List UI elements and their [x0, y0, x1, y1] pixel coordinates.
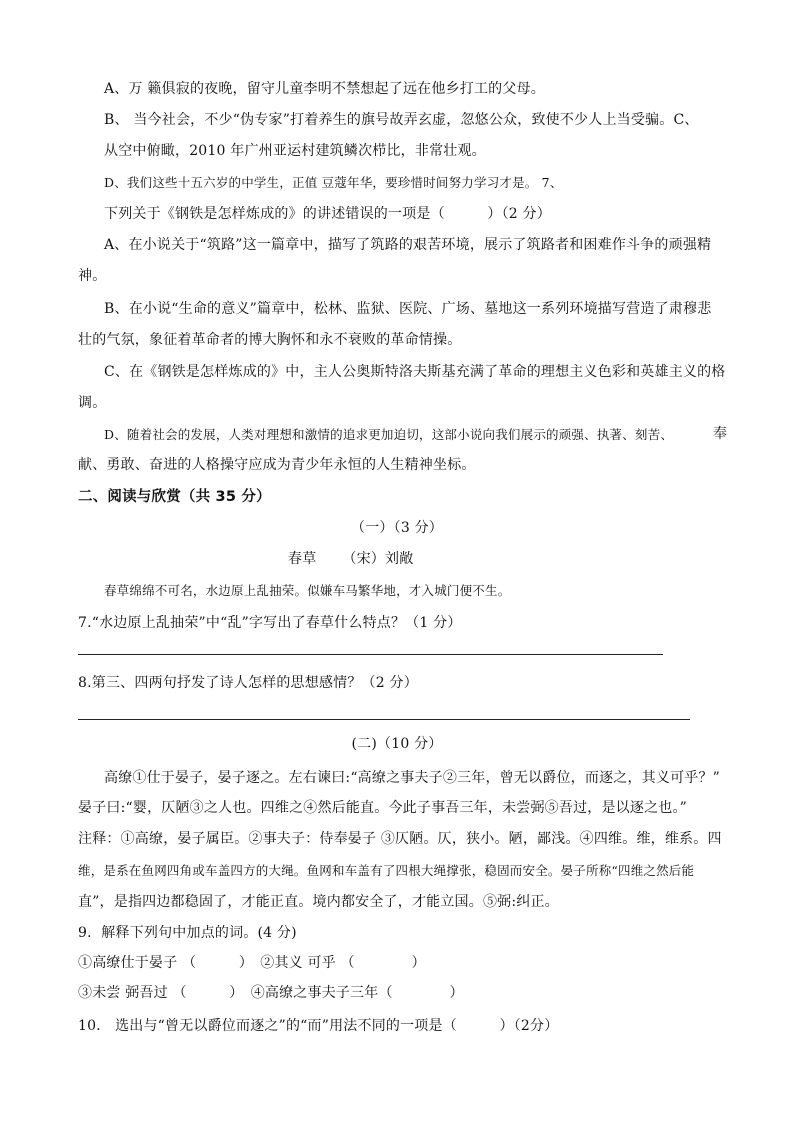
- q10-question: 10． 选出与“曾无以爵位而逐之”的“而”用法不同的一项是（ ）（2分）: [78, 1018, 559, 1034]
- classical-text-line1: 高缭①仕于晏子，晏子逐之。左右谏曰:“高缭之事夫子②三年，曾无以爵位，而逐之，其义可乎？”: [104, 770, 721, 786]
- q8-question: 8.第三、四两句抒发了诗人怎样的思想感情？（2 分）: [78, 675, 418, 691]
- q9-item-1-2: ①高缭仕于晏子 （ ） ②其义 可乎 （ ）: [78, 955, 426, 971]
- answer-line-1[interactable]: [78, 654, 663, 655]
- q7b-question: 7.“水边原上乱抽荣”中“乱”字写出了春草什么特点？（1 分）: [78, 615, 462, 631]
- notes-line2: 维，是系在鱼网四角或车盖四方的大绳。鱼网和车盖有了四根大绳撑张，稳固而安全。晏子所称“四维之然后能: [78, 863, 695, 878]
- section-2-title: 二、阅读与欣赏（共 35 分）: [78, 489, 271, 505]
- poem-text: 春草绵绵不可名，水边原上乱抽荣。似嫌车马繁华地，才入城门便不生。: [104, 583, 511, 598]
- q7-option-c-line1: C、在《钢铁是怎样炼成的》中，主人公奥斯特洛夫斯基充满了革命的理想主义色彩和英雄主义的格: [104, 364, 726, 380]
- q7-option-d-line1-end: 奉: [713, 426, 728, 442]
- q7-option-d-line1: D、随着社会的发展，人类对理想和激情的追求更加迫切，这部小说向我们展示的顽强、执著、刻苦、: [104, 427, 674, 442]
- q6-option-a: A、万 籁俱寂的夜晚，留守儿童李明不禁想起了远在他乡打工的父母。: [104, 81, 545, 97]
- part-2-heading: (二)（10 分）: [351, 736, 443, 752]
- notes-line3: 直”，是指四边都稳固了，才能正直。境内都安全了，才能立国。⑤弼:纠正。: [78, 894, 559, 910]
- answer-line-2[interactable]: [78, 719, 690, 720]
- q9-question: 9．解释下列句中加点的词。(4 分): [78, 925, 297, 941]
- poem-title: 春草: [288, 551, 317, 567]
- q7-option-c-line2: 调。: [78, 395, 107, 411]
- q7-option-b-line2: 壮的气氛，象征着革命者的博大胸怀和永不衰败的革命情操。: [78, 332, 462, 348]
- q7-option-a-line2: 神。: [78, 268, 107, 284]
- q6-option-d: D、我们这些十五六岁的中学生，正值 豆蔻年华，要珍惜时间努力学习才是。 7、: [104, 175, 563, 190]
- q7-option-a-line1: A、在小说关于“筑路”这一篇章中，描写了筑路的艰苦环境，展示了筑路者和困难作斗争的顽强精: [104, 237, 712, 253]
- q7-option-b-line1: B、在小说“生命的意义”篇章中，松林、监狱、医院、广场、墓地这一系列环境描写营造了肃穆悲: [104, 301, 712, 317]
- q6-option-b-line1: B、 当今社会，不少“伪专家”打着养生的旗号故弄玄虚，忽悠公众，致使不少人上当受骗。C、: [104, 112, 699, 128]
- classical-text-line2: 晏子曰:“婴，仄陋③之人也。四维之④然后能直。今此子事吾三年，未尝弼⑤吾过，是以逐之也。”: [78, 800, 688, 816]
- part-1-heading: （一）（3 分）: [351, 520, 443, 536]
- q9-item-3-4: ③未尝 弼吾过 （ ） ④高缭之事夫子三年（ ）: [78, 985, 464, 1001]
- q7-stem: 下列关于《钢铁是怎样炼成的》的讲述错误的一项是（ ）（2 分）: [104, 206, 551, 222]
- poem-title-line: [288, 549, 413, 569]
- poem-author: （宋）刘敞: [342, 551, 414, 567]
- notes-line1: 注释：①高缭，晏子属臣。②事夫子：侍奉晏子 ③仄陋。仄，狭小。陋，鄙浅。④四维。维，维系。四: [78, 831, 722, 847]
- q7-option-d-line2: 献、勇敢、奋进的人格操守应成为青少年永恒的人生精神坐标。: [78, 457, 476, 473]
- q6-option-b-line2: 从空中俯瞰，2010 年广州亚运村建筑鳞次栉比，非常壮观。: [104, 143, 486, 159]
